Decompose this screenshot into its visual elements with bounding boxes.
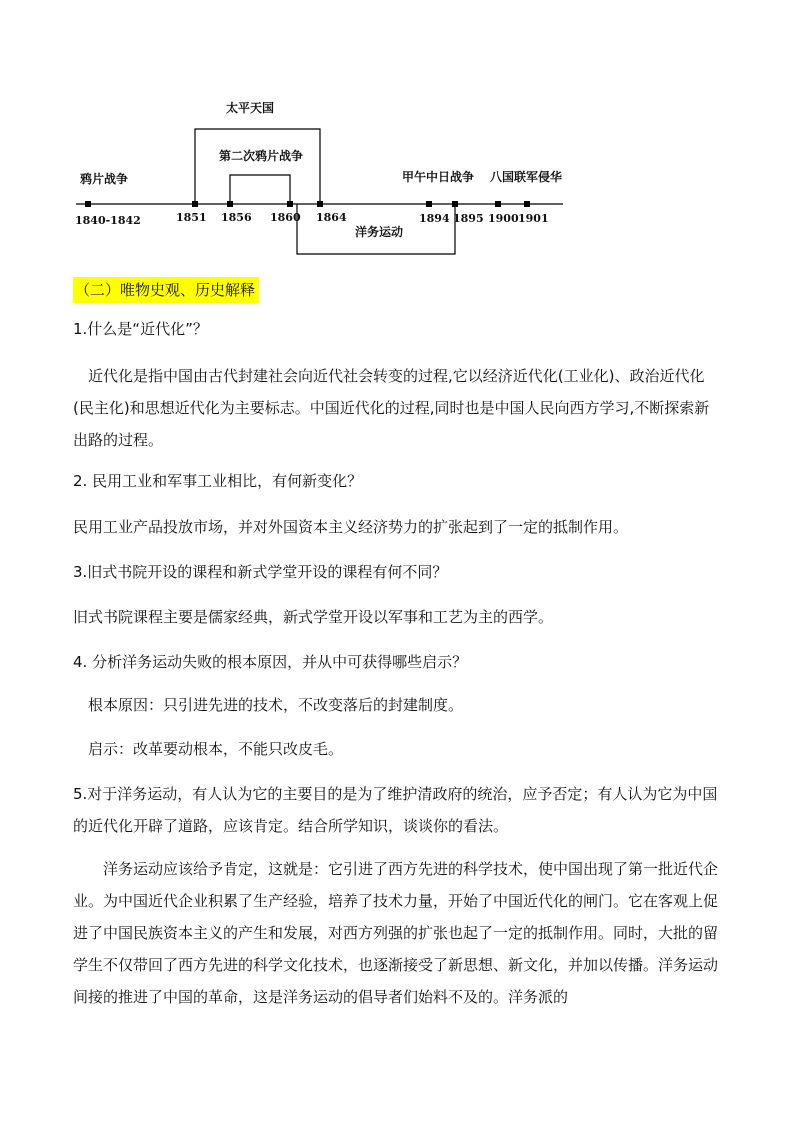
marker-1900 — [495, 201, 501, 207]
section-heading: （二）唯物史观、历史解释 — [73, 277, 259, 303]
question-2: 2. 民用工业和军事工业相比，有何新变化？ — [73, 472, 363, 490]
marker-1851 — [192, 201, 198, 207]
year-1901: 1901 — [518, 212, 549, 225]
history-timeline — [0, 0, 793, 270]
year-1856: 1856 — [221, 211, 252, 224]
marker-1840 — [85, 201, 91, 207]
marker-1901 — [524, 201, 530, 207]
answer-1: 近代化是指中国由古代封建社会向近代社会转变的过程,它以经济近代化(工业化)、政治近代化(民主化)和思想近代化为主要标志。中国近代化的过程,同时也是中国人民向西方学习,不断探索新出路的过程。 — [73, 367, 710, 449]
question-5: 5.对于洋务运动，有人认为它的主要目的是为了维护清政府的统治，应予否定；有人认为它为中国的近代化开辟了道路，应该肯定。结合所学知识，谈谈你的看法。 — [73, 785, 718, 835]
question-1: 1.什么是“近代化”？ — [73, 320, 208, 338]
year-1864: 1864 — [316, 211, 347, 224]
year-1895: 1895 — [453, 212, 484, 225]
question-4: 4. 分析洋务运动失败的根本原因，并从中可获得哪些启示？ — [73, 653, 468, 671]
answer-5: 洋务运动应该给予肯定，这就是：它引进了西方先进的科学技术，使中国出现了第一批近代企业。为中国近代企业积累了生产经验，培养了技术力量，开始了中国近代化的闸门。它在客观上促进了中国民族资本主义的产生和发展，对西方列强的扩张也起了一定的抵制作用。同时，大批的留学生不仅带回了西方先进的科学文化技术，也逐渐接受了新思想、新文化，并加以传播。洋务运动间接的推进了中国的革命，这是洋务运动的倡导者们始料不及的。洋务派的 — [73, 860, 719, 1006]
label-opium: 鸦片战争 — [80, 172, 129, 186]
year-1860: 1860 — [270, 211, 301, 224]
label-sino-japanese: 甲午中日战争 — [402, 170, 475, 184]
question-3: 3.旧式书院开设的课程和新式学堂开设的课程有何不同？ — [73, 563, 448, 581]
taiping-bracket — [195, 129, 320, 204]
answer-3: 旧式书院课程主要是儒家经典，新式学堂开设以军事和工艺为主的西学。 — [73, 608, 554, 626]
marker-1894 — [426, 201, 432, 207]
answer-4-cause: 根本原因：只引进先进的技术，不改变落后的封建制度。 — [88, 696, 464, 714]
label-taiping: 太平天国 — [226, 101, 275, 115]
year-1851: 1851 — [176, 211, 207, 224]
marker-1864 — [317, 201, 323, 207]
marker-1860 — [287, 201, 293, 207]
answer-4-lesson: 启示：改革要动根本，不能只改皮毛。 — [88, 740, 344, 758]
label-eight-nation: 八国联军侵华 — [490, 170, 563, 184]
second-opium-bracket — [230, 175, 290, 204]
marker-1895 — [452, 201, 458, 207]
answer-2: 民用工业产品投放市场，并对外国资本主义经济势力的扩张起到了一定的抵制作用。 — [73, 518, 629, 536]
year-1894: 1894 — [419, 212, 450, 225]
year-1900: 1900 — [488, 212, 519, 225]
marker-1856 — [227, 201, 233, 207]
label-westernization: 洋务运动 — [355, 225, 404, 239]
label-second-opium: 第二次鸦片战争 — [219, 149, 304, 163]
year-1840-1842: 1840-1842 — [75, 214, 141, 227]
